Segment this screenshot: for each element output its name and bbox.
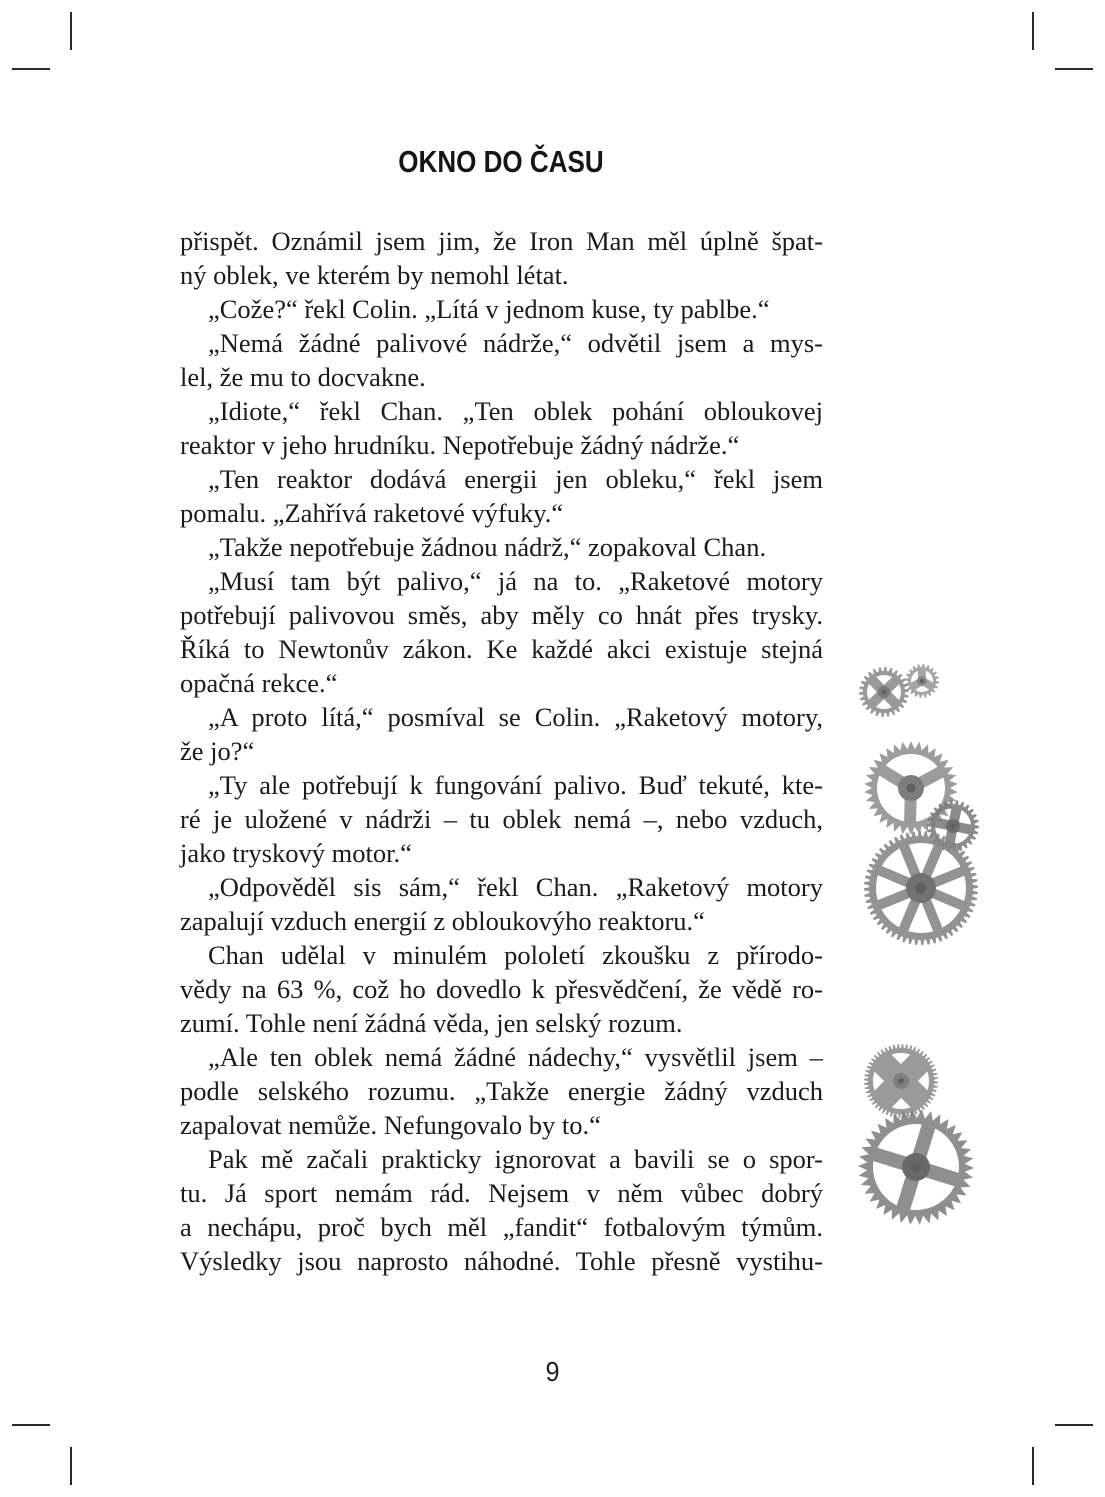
page-number: 9 bbox=[545, 1356, 560, 1387]
text-line: Výsledky jsou naprosto náhodné. Tohle přesně vystihu- bbox=[180, 1246, 823, 1276]
text-line: podle selského rozumu. „Takže energie žádný vzduch bbox=[180, 1076, 823, 1106]
crop-mark-top-left-horizontal bbox=[12, 68, 50, 70]
text-line: potřebují palivovou směs, aby měly co hnát přes trysky. bbox=[180, 600, 823, 630]
text-line: „A proto lítá,“ posmíval se Colin. „Raketový motory, bbox=[208, 702, 823, 732]
text-line: „Nemá žádné palivové nádrže,“ odvětil jsem a mys- bbox=[208, 328, 823, 358]
gear-icon bbox=[905, 664, 939, 698]
gear-icon bbox=[864, 741, 958, 835]
text-line: „Idiote,“ řekl Chan. „Ten oblek pohání obloukovej bbox=[208, 396, 823, 426]
text-line: „Takže nepotřebuje žádnou nádrž,“ zopakoval Chan. bbox=[208, 532, 767, 562]
text-line: „Ty ale potřebují k fungování palivo. Buď tekuté, kte- bbox=[208, 770, 823, 800]
gear-icon bbox=[858, 1109, 974, 1225]
crop-mark-bottom-left-vertical bbox=[70, 1447, 72, 1485]
crop-mark-top-right-horizontal bbox=[1055, 68, 1093, 70]
crop-mark-top-left-vertical bbox=[70, 12, 72, 50]
text-line: vědy na 63 %, což ho dovedlo k přesvědčení, že vědě ro- bbox=[180, 974, 823, 1004]
crop-mark-bottom-right-vertical bbox=[1032, 1447, 1034, 1485]
text-line: „Musí tam být palivo,“ já na to. „Raketové motory bbox=[208, 566, 823, 596]
text-line: reaktor v jeho hrudníku. Nepotřebuje žádný nádrže.“ bbox=[180, 430, 740, 460]
crop-mark-bottom-right-horizontal bbox=[1055, 1424, 1093, 1426]
crop-mark-bottom-left-horizontal bbox=[12, 1424, 50, 1426]
text-line: opačná rekce.“ bbox=[180, 668, 338, 698]
text-line: „Odpověděl sis sám,“ řekl Chan. „Raketový motory bbox=[208, 872, 823, 902]
gear-icon bbox=[864, 1044, 938, 1118]
text-line: Říká to Newtonův zákon. Ke každé akci existuje stejná bbox=[180, 634, 823, 664]
crop-mark-top-right-vertical bbox=[1032, 12, 1034, 50]
text-line: „Ale ten oblek nemá žádné nádechy,“ vysvětlil jsem – bbox=[208, 1042, 823, 1072]
gear-icon bbox=[859, 667, 909, 717]
text-line: zapalovat nemůže. Nefungovalo by to.“ bbox=[180, 1110, 601, 1140]
gear-icon bbox=[864, 831, 978, 945]
text-line: že jo?“ bbox=[180, 736, 255, 766]
text-line: ré je uložené v nádrži – tu oblek nemá –, nebo vzduch, bbox=[180, 804, 823, 834]
text-line: ný oblek, ve kterém by nemohl létat. bbox=[180, 260, 569, 290]
text-line: „Cože?“ řekl Colin. „Lítá v jednom kuse, ty pablbe.“ bbox=[208, 294, 770, 324]
body-text bbox=[180, 224, 823, 1278]
text-line: zumí. Tohle není žádná věda, jen selský rozum. bbox=[180, 1008, 683, 1038]
text-line: tu. Já sport nemám rád. Nejsem v něm vůbec dobrý bbox=[180, 1178, 823, 1208]
text-line: a nechápu, proč bych měl „fandit“ fotbalovým týmům. bbox=[180, 1212, 823, 1242]
text-line: lel, že mu to docvakne. bbox=[180, 362, 426, 392]
text-line: zapalují vzduch energií z obloukovýho reaktoru.“ bbox=[180, 906, 705, 936]
chapter-title: OKNO DO ČASU bbox=[398, 144, 604, 179]
text-line: jako tryskový motor.“ bbox=[180, 838, 412, 868]
text-line: Pak mě začali prakticky ignorovat a bavili se o spor- bbox=[208, 1144, 823, 1174]
text-line: „Ten reaktor dodává energii jen obleku,“ řekl jsem bbox=[208, 464, 823, 494]
gear-icon bbox=[927, 800, 979, 852]
text-line: pomalu. „Zahřívá raketové výfuky.“ bbox=[180, 498, 564, 528]
text-line: Chan udělal v minulém pololetí zkoušku z přírodo- bbox=[208, 940, 823, 970]
text-line: přispět. Oznámil jsem jim, že Iron Man měl úplně špat- bbox=[180, 226, 823, 256]
